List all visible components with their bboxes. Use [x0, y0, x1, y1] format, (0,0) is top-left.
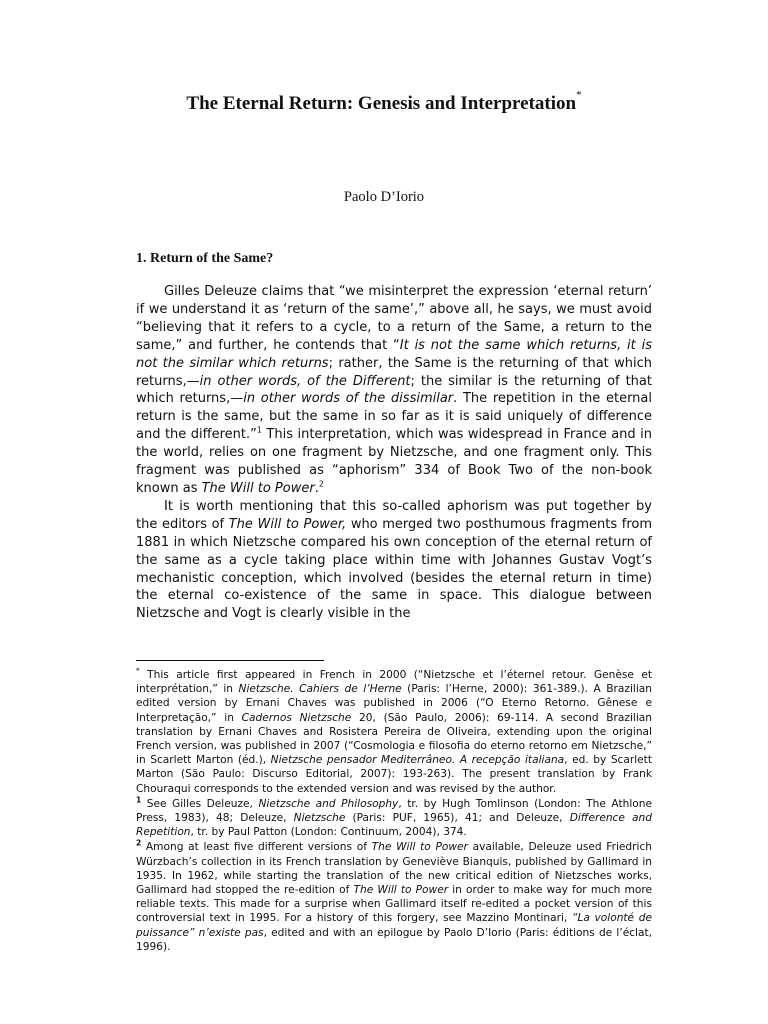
- italic-text: Nietzsche: [293, 812, 346, 825]
- italic-text: in other words, of the Different: [199, 373, 411, 389]
- text-run: This interpretation, which was widespread in France and in the world, relies on one fragment by Nietzsche, and one fragment only. This fragment was published as “aphorism” 334 of Book Two of the non-book known as: [136, 427, 652, 496]
- text-run: , tr. by Hugh Tomlinson (London: The Athlone Press, 1983), 48; Deleuze,: [136, 797, 652, 825]
- italic-text: The Will to Power: [201, 480, 315, 496]
- title-footnote-mark: *: [576, 89, 582, 101]
- italic-text: Nietzsche pensador Mediterrâneo. A recepção italiana: [270, 754, 565, 767]
- italic-text: Cadernos Nietzsche: [241, 711, 352, 724]
- italic-text: Difference and Repetition: [136, 812, 652, 839]
- italic-text: Nietzsche. Cahiers de l’Herne: [238, 683, 402, 696]
- footnote: [136, 797, 652, 840]
- italic-text: The Will to Power: [371, 841, 468, 854]
- footnote: [136, 668, 652, 796]
- text-run: , tr. by Paul Patton (London: Continuum, 2004), 374.: [190, 826, 467, 839]
- text-run: . The repetition in the eternal return is the same, but the same in so far as it is said uniquely of difference and the different.”: [136, 391, 653, 443]
- footnote-number: 2: [136, 838, 142, 848]
- paragraph: [136, 498, 652, 623]
- footnote-number: *: [136, 666, 140, 676]
- text-run: See Gilles Deleuze,: [141, 797, 259, 810]
- section-heading: 1. Return of the Same?: [136, 251, 274, 266]
- author-name: Paolo D’Iorio: [343, 189, 425, 205]
- text-run: , edited and with an epilogue by Paolo D’Iorio (Paris: éditions de l’éclat, 1996).: [136, 926, 652, 953]
- footnote-divider: [136, 660, 324, 661]
- paragraph: [136, 283, 652, 498]
- body-text: [136, 283, 652, 623]
- article-title: [0, 89, 768, 115]
- text-run: , ed. by Scarlett Marton (São Paulo: Discurso Editorial, 2007): 193-263). The present translation by Frank Chouraqui corresponds to the extended version and was revised by the author.: [136, 754, 652, 795]
- text-run: ; rather, the Same is the returning of that which returns,—: [136, 355, 652, 389]
- footnote: [136, 840, 652, 954]
- italic-text: Nietzsche and Philosophy: [258, 797, 399, 810]
- text-run: Gilles Deleuze claims that “we misinterpret the expression ‘eternal return’ if we understand it as ‘return of the same’,” above all, he says, we must avoid “believing that it refers to a cycle, to a return of the Same, a return to the same,” and further, he contends that “: [136, 284, 652, 353]
- text-run: 20, (São Paulo, 2006): 69-114. A second Brazilian translation by Ernani Chaves and Rosistera Pereira de Oliveira, extending upon the original French version, was published in 2007 (“Cosmologia e filosofia do eterno retorno em Nietzsche,” in Scarlett Marton (éd.),: [136, 711, 652, 767]
- italic-text: in other words of the dissimilar: [243, 391, 454, 407]
- italic-text: The Will to Power,: [228, 516, 347, 532]
- text-run: in order to make way for much more reliable texts. This made for a surprise when Gallimard itself re-edited a pocket version of this controversial text in 1995. For a history of this forgery, see Mazzino Montinari,: [136, 884, 653, 925]
- text-run: ; the similar is the returning of that which returns,—: [136, 373, 652, 407]
- text-run: It is worth mentioning that this so-called aphorism was put together by the editors of: [136, 498, 652, 532]
- text-run: .: [314, 480, 319, 496]
- italic-text: The Will to Power: [353, 884, 449, 897]
- italic-text: “La volonté de puissance” n’existe pas: [136, 912, 652, 939]
- text-run: who merged two posthumous fragments from 1881 in which Nietzsche compared his own conception of the eternal return of the same as a cycle taking place within time with Johannes Gustav Vogt’s mechanistic conception, which involved (besides the eternal return in time) the eternal co-existence of the same in space. This dialogue between Nietzsche and Vogt is clearly visible in the: [136, 516, 652, 622]
- text-run: (Paris: l’Herne, 2000): 361-389.). A Brazilian edited version by Ernani Chaves was published in 2006 (“O Eterno Retorno. Gênese e Interpretação,” in: [136, 683, 652, 724]
- footnotes: [136, 668, 652, 955]
- text-run: This article first appeared in French in 2000 (“Nietzsche et l’éternel retour. Genèse et interprétation,” in: [136, 669, 652, 696]
- text-run: (Paris: PUF, 1965), 41; and Deleuze,: [345, 812, 570, 825]
- footnote-ref: 2: [318, 479, 324, 489]
- text-run: Among at least five different versions of: [141, 841, 372, 854]
- italic-text: It is not the same which returns, it is not the similar which returns: [136, 337, 652, 371]
- article-title-text: The Eternal Return: Genesis and Interpretation: [186, 93, 577, 114]
- footnote-number: 1: [136, 795, 142, 805]
- text-run: available, Deleuze used Friedrich Würzbach’s collection in its French translation by Geneviève Bianquis, published by Gallimard in 1935. In 1962, while starting the translation of the new critical edition of Nietzsches works, Gallimard had stopped the re-edition of: [136, 841, 652, 897]
- footnote-ref: 1: [256, 425, 262, 435]
